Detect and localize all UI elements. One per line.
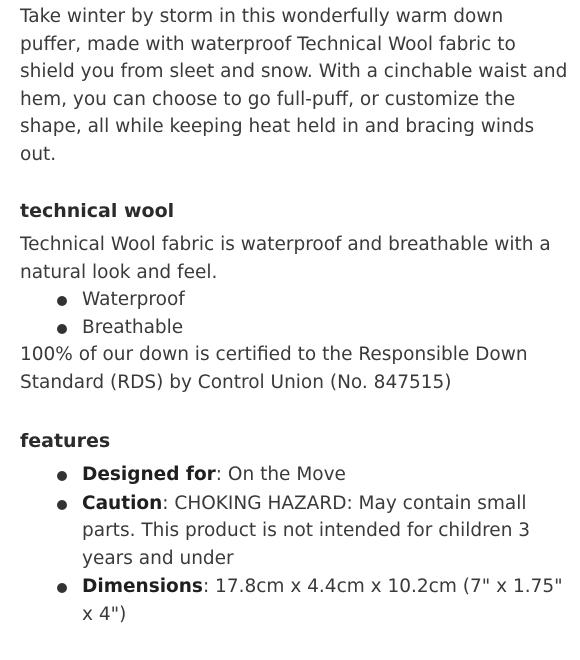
bullet-icon: [57, 583, 67, 593]
bullet-text: Breathable: [82, 316, 184, 338]
feature-term: Dimensions: [82, 576, 203, 597]
feature-value: : CHOKING HAZARD: May contain small parts. This product is not intended for children 3 years and under: [82, 492, 531, 569]
technical-wool-heading: technical wool: [20, 200, 175, 222]
bullet-text: Waterproof: [82, 289, 185, 310]
bullet-icon: [57, 500, 67, 510]
features-heading: features: [20, 430, 111, 452]
list-item: [20, 314, 568, 342]
features-section: [20, 428, 568, 628]
list-item: [20, 461, 568, 489]
features-list: [20, 461, 568, 628]
list-item: [20, 573, 568, 628]
product-details-content: [20, 3, 568, 660]
product-description: Take winter by storm in this wonderfully warm down puffer, made with waterproof Technical Wool fabric to shield you from sleet and snow. With a cinchable waist and hem, you can choose to go full-puff, or customize the shape, all while keeping heat held in and bracing winds out.: [20, 6, 568, 165]
feature-value: : 17.8cm x 4.4cm x 10.2cm (7" x 1.75" x 4"): [82, 576, 563, 625]
bullet-icon: [57, 324, 67, 334]
list-item: [20, 490, 568, 573]
list-item: [20, 286, 568, 314]
technical-wool-bullets: [20, 286, 568, 341]
bullet-icon: [57, 471, 67, 481]
feature-term: Designed for: [82, 464, 216, 485]
technical-wool-section: [20, 198, 568, 396]
bullet-icon: [57, 296, 67, 306]
technical-wool-text: Technical Wool fabric is waterproof and breathable with a natural look and feel.: [20, 234, 551, 283]
feature-term: Caution: [82, 492, 163, 514]
feature-value: : On the Move: [215, 464, 346, 485]
down-certification-text: 100% of our down is certified to the Responsible Down Standard (RDS) by Control Union (No. 847515): [20, 344, 528, 393]
